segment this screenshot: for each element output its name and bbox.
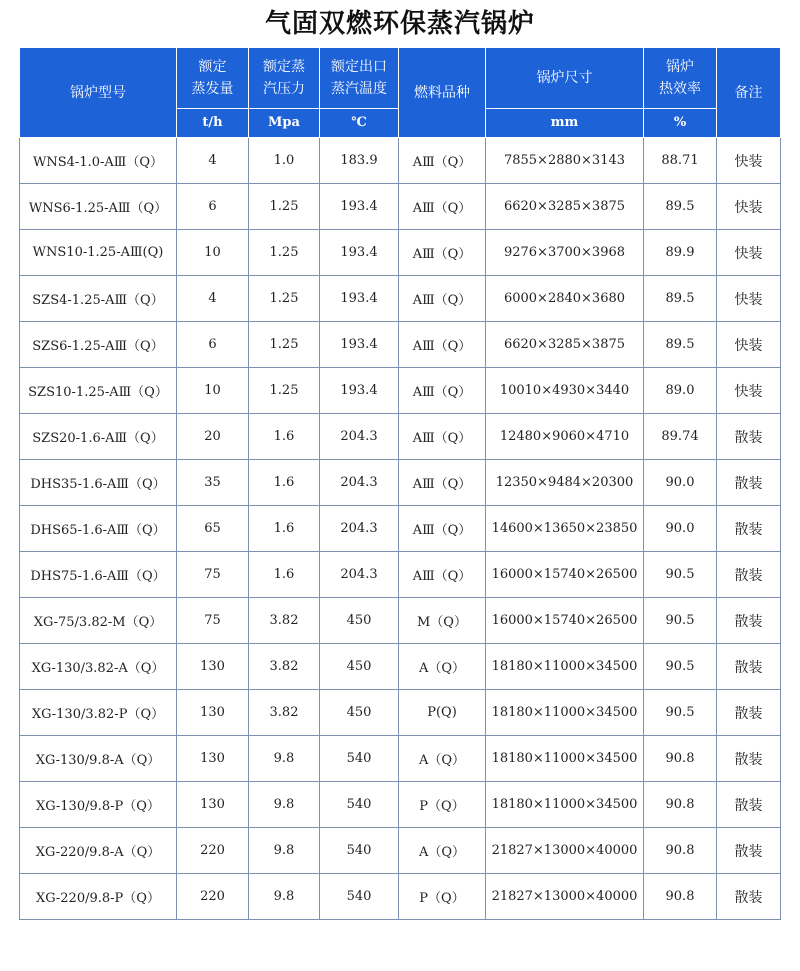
cell-fuel: P（Q） bbox=[399, 782, 486, 828]
cell-model: XG-220/9.8-A（Q） bbox=[20, 828, 177, 874]
table-row bbox=[20, 828, 781, 874]
header-temperature-line1: 额定出口 bbox=[331, 59, 387, 75]
table-body bbox=[20, 138, 781, 920]
cell-fuel: AⅢ（Q） bbox=[399, 276, 486, 322]
table-row bbox=[20, 782, 781, 828]
cell-model: XG-130/9.8-P（Q） bbox=[20, 782, 177, 828]
table-row bbox=[20, 230, 781, 276]
header-pressure-line1: 额定蒸 bbox=[263, 59, 305, 75]
cell-fuel: AⅢ（Q） bbox=[399, 322, 486, 368]
cell-pressure: 1.6 bbox=[249, 414, 320, 460]
cell-fuel: AⅢ（Q） bbox=[399, 414, 486, 460]
cell-size: 21827×13000×40000 bbox=[486, 828, 644, 874]
cell-model: SZS6-1.25-AⅢ（Q） bbox=[20, 322, 177, 368]
cell-model: XG-130/3.82-P（Q） bbox=[20, 690, 177, 736]
cell-efficiency: 90.8 bbox=[644, 828, 717, 874]
cell-model: SZS4-1.25-AⅢ（Q） bbox=[20, 276, 177, 322]
cell-temperature: 540 bbox=[320, 736, 399, 782]
cell-note: 散装 bbox=[717, 874, 781, 920]
cell-fuel: AⅢ（Q） bbox=[399, 138, 486, 184]
cell-size: 9276×3700×3968 bbox=[486, 230, 644, 276]
cell-note: 快装 bbox=[717, 184, 781, 230]
cell-temperature: 204.3 bbox=[320, 414, 399, 460]
cell-size: 12350×9484×20300 bbox=[486, 460, 644, 506]
cell-efficiency: 90.8 bbox=[644, 782, 717, 828]
header-row bbox=[20, 48, 781, 109]
table-row bbox=[20, 138, 781, 184]
cell-fuel: AⅢ（Q） bbox=[399, 506, 486, 552]
cell-temperature: 193.4 bbox=[320, 276, 399, 322]
cell-temperature: 193.4 bbox=[320, 230, 399, 276]
unit-efficiency: % bbox=[644, 109, 717, 138]
cell-temperature: 450 bbox=[320, 644, 399, 690]
cell-capacity: 20 bbox=[177, 414, 249, 460]
header-size: 锅炉尺寸 bbox=[486, 48, 644, 109]
boiler-spec-table bbox=[19, 47, 781, 920]
cell-note: 快装 bbox=[717, 138, 781, 184]
cell-model: DHS65-1.6-AⅢ（Q） bbox=[20, 506, 177, 552]
cell-temperature: 193.4 bbox=[320, 184, 399, 230]
cell-model: WNS4-1.0-AⅢ（Q） bbox=[20, 138, 177, 184]
table-row bbox=[20, 276, 781, 322]
cell-fuel: P（Q） bbox=[399, 874, 486, 920]
cell-temperature: 540 bbox=[320, 874, 399, 920]
cell-efficiency: 90.5 bbox=[644, 598, 717, 644]
header-efficiency bbox=[644, 48, 717, 109]
cell-size: 6000×2840×3680 bbox=[486, 276, 644, 322]
cell-capacity: 75 bbox=[177, 552, 249, 598]
cell-temperature: 450 bbox=[320, 690, 399, 736]
table-row bbox=[20, 506, 781, 552]
cell-fuel: AⅢ（Q） bbox=[399, 460, 486, 506]
header-efficiency-line1: 锅炉 bbox=[666, 59, 694, 75]
header-temperature bbox=[320, 48, 399, 109]
cell-size: 21827×13000×40000 bbox=[486, 874, 644, 920]
header-capacity bbox=[177, 48, 249, 109]
cell-note: 快装 bbox=[717, 230, 781, 276]
cell-efficiency: 89.5 bbox=[644, 276, 717, 322]
cell-note: 散装 bbox=[717, 736, 781, 782]
cell-pressure: 1.25 bbox=[249, 368, 320, 414]
cell-pressure: 1.6 bbox=[249, 506, 320, 552]
cell-efficiency: 90.8 bbox=[644, 874, 717, 920]
cell-temperature: 204.3 bbox=[320, 552, 399, 598]
cell-note: 散装 bbox=[717, 644, 781, 690]
cell-capacity: 220 bbox=[177, 874, 249, 920]
cell-model: SZS10-1.25-AⅢ（Q） bbox=[20, 368, 177, 414]
cell-pressure: 1.25 bbox=[249, 276, 320, 322]
cell-model: XG-220/9.8-P（Q） bbox=[20, 874, 177, 920]
table-row bbox=[20, 874, 781, 920]
cell-note: 快装 bbox=[717, 322, 781, 368]
cell-fuel: A（Q） bbox=[399, 828, 486, 874]
cell-capacity: 130 bbox=[177, 736, 249, 782]
cell-note: 散装 bbox=[717, 414, 781, 460]
cell-pressure: 9.8 bbox=[249, 828, 320, 874]
cell-pressure: 3.82 bbox=[249, 598, 320, 644]
cell-capacity: 10 bbox=[177, 230, 249, 276]
unit-size: mm bbox=[486, 109, 644, 138]
cell-capacity: 220 bbox=[177, 828, 249, 874]
cell-fuel: P(Q) bbox=[399, 690, 486, 736]
cell-capacity: 35 bbox=[177, 460, 249, 506]
cell-capacity: 75 bbox=[177, 598, 249, 644]
cell-efficiency: 90.8 bbox=[644, 736, 717, 782]
table-row bbox=[20, 368, 781, 414]
cell-pressure: 1.25 bbox=[249, 230, 320, 276]
header-note: 备注 bbox=[717, 48, 781, 138]
cell-efficiency: 88.71 bbox=[644, 138, 717, 184]
cell-efficiency: 90.5 bbox=[644, 644, 717, 690]
page-title: 气固双燃环保蒸汽锅炉 bbox=[264, 9, 535, 39]
cell-fuel: AⅢ（Q） bbox=[399, 184, 486, 230]
cell-capacity: 65 bbox=[177, 506, 249, 552]
unit-temperature: ℃ bbox=[320, 109, 399, 138]
cell-efficiency: 90.5 bbox=[644, 552, 717, 598]
cell-note: 散装 bbox=[717, 460, 781, 506]
cell-temperature: 204.3 bbox=[320, 506, 399, 552]
cell-model: SZS20-1.6-AⅢ（Q） bbox=[20, 414, 177, 460]
unit-pressure: Mpa bbox=[249, 109, 320, 138]
cell-size: 10010×4930×3440 bbox=[486, 368, 644, 414]
cell-capacity: 130 bbox=[177, 690, 249, 736]
cell-fuel: A（Q） bbox=[399, 644, 486, 690]
cell-note: 散装 bbox=[717, 782, 781, 828]
cell-model: XG-130/9.8-A（Q） bbox=[20, 736, 177, 782]
cell-note: 散装 bbox=[717, 598, 781, 644]
cell-note: 散装 bbox=[717, 828, 781, 874]
cell-temperature: 540 bbox=[320, 828, 399, 874]
cell-pressure: 9.8 bbox=[249, 874, 320, 920]
cell-capacity: 4 bbox=[177, 138, 249, 184]
cell-pressure: 1.25 bbox=[249, 184, 320, 230]
header-temperature-line2: 蒸汽温度 bbox=[331, 81, 387, 97]
table-header bbox=[20, 48, 781, 138]
header-pressure-line2: 汽压力 bbox=[263, 81, 305, 97]
cell-efficiency: 89.74 bbox=[644, 414, 717, 460]
cell-temperature: 450 bbox=[320, 598, 399, 644]
cell-model: XG-130/3.82-A（Q） bbox=[20, 644, 177, 690]
cell-size: 6620×3285×3875 bbox=[486, 184, 644, 230]
cell-capacity: 4 bbox=[177, 276, 249, 322]
header-fuel: 燃料品种 bbox=[399, 48, 486, 138]
cell-pressure: 1.6 bbox=[249, 460, 320, 506]
cell-pressure: 3.82 bbox=[249, 690, 320, 736]
table-row bbox=[20, 552, 781, 598]
cell-note: 散装 bbox=[717, 690, 781, 736]
cell-efficiency: 90.5 bbox=[644, 690, 717, 736]
cell-fuel: M（Q） bbox=[399, 598, 486, 644]
cell-efficiency: 90.0 bbox=[644, 506, 717, 552]
table-row bbox=[20, 184, 781, 230]
cell-note: 散装 bbox=[717, 506, 781, 552]
table-row bbox=[20, 322, 781, 368]
cell-pressure: 1.6 bbox=[249, 552, 320, 598]
cell-note: 快装 bbox=[717, 368, 781, 414]
cell-size: 18180×11000×34500 bbox=[486, 644, 644, 690]
header-capacity-line2: 蒸发量 bbox=[191, 81, 234, 97]
cell-note: 散装 bbox=[717, 552, 781, 598]
cell-fuel: AⅢ（Q） bbox=[399, 230, 486, 276]
cell-model: WNS10-1.25-AⅢ(Q) bbox=[20, 230, 177, 276]
cell-pressure: 3.82 bbox=[249, 644, 320, 690]
cell-efficiency: 89.5 bbox=[644, 184, 717, 230]
table-row bbox=[20, 598, 781, 644]
table-row bbox=[20, 414, 781, 460]
cell-capacity: 10 bbox=[177, 368, 249, 414]
header-capacity-line1: 额定 bbox=[198, 59, 227, 75]
cell-size: 14600×13650×23850 bbox=[486, 506, 644, 552]
header-efficiency-line2: 热效率 bbox=[659, 81, 701, 97]
cell-size: 6620×3285×3875 bbox=[486, 322, 644, 368]
cell-pressure: 1.0 bbox=[249, 138, 320, 184]
cell-fuel: A（Q） bbox=[399, 736, 486, 782]
header-pressure bbox=[249, 48, 320, 109]
cell-fuel: AⅢ（Q） bbox=[399, 368, 486, 414]
cell-size: 7855×2880×3143 bbox=[486, 138, 644, 184]
table-row bbox=[20, 644, 781, 690]
cell-size: 16000×15740×26500 bbox=[486, 598, 644, 644]
cell-capacity: 130 bbox=[177, 782, 249, 828]
cell-capacity: 130 bbox=[177, 644, 249, 690]
cell-efficiency: 90.0 bbox=[644, 460, 717, 506]
header-model: 锅炉型号 bbox=[20, 48, 177, 138]
cell-capacity: 6 bbox=[177, 322, 249, 368]
cell-efficiency: 89.5 bbox=[644, 322, 717, 368]
cell-size: 16000×15740×26500 bbox=[486, 552, 644, 598]
cell-capacity: 6 bbox=[177, 184, 249, 230]
cell-size: 18180×11000×34500 bbox=[486, 690, 644, 736]
cell-model: XG-75/3.82-M（Q） bbox=[20, 598, 177, 644]
cell-temperature: 193.4 bbox=[320, 322, 399, 368]
cell-size: 18180×11000×34500 bbox=[486, 782, 644, 828]
cell-temperature: 204.3 bbox=[320, 460, 399, 506]
table-row bbox=[20, 690, 781, 736]
cell-fuel: AⅢ（Q） bbox=[399, 552, 486, 598]
cell-pressure: 1.25 bbox=[249, 322, 320, 368]
cell-pressure: 9.8 bbox=[249, 736, 320, 782]
cell-model: DHS75-1.6-AⅢ（Q） bbox=[20, 552, 177, 598]
cell-size: 12480×9060×4710 bbox=[486, 414, 644, 460]
cell-size: 18180×11000×34500 bbox=[486, 736, 644, 782]
cell-efficiency: 89.9 bbox=[644, 230, 717, 276]
cell-pressure: 9.8 bbox=[249, 782, 320, 828]
unit-capacity: t/h bbox=[177, 109, 249, 138]
table-row bbox=[20, 736, 781, 782]
cell-efficiency: 89.0 bbox=[644, 368, 717, 414]
cell-model: WNS6-1.25-AⅢ（Q） bbox=[20, 184, 177, 230]
cell-note: 快装 bbox=[717, 276, 781, 322]
cell-temperature: 183.9 bbox=[320, 138, 399, 184]
cell-model: DHS35-1.6-AⅢ（Q） bbox=[20, 460, 177, 506]
cell-temperature: 540 bbox=[320, 782, 399, 828]
table-row bbox=[20, 460, 781, 506]
cell-temperature: 193.4 bbox=[320, 368, 399, 414]
